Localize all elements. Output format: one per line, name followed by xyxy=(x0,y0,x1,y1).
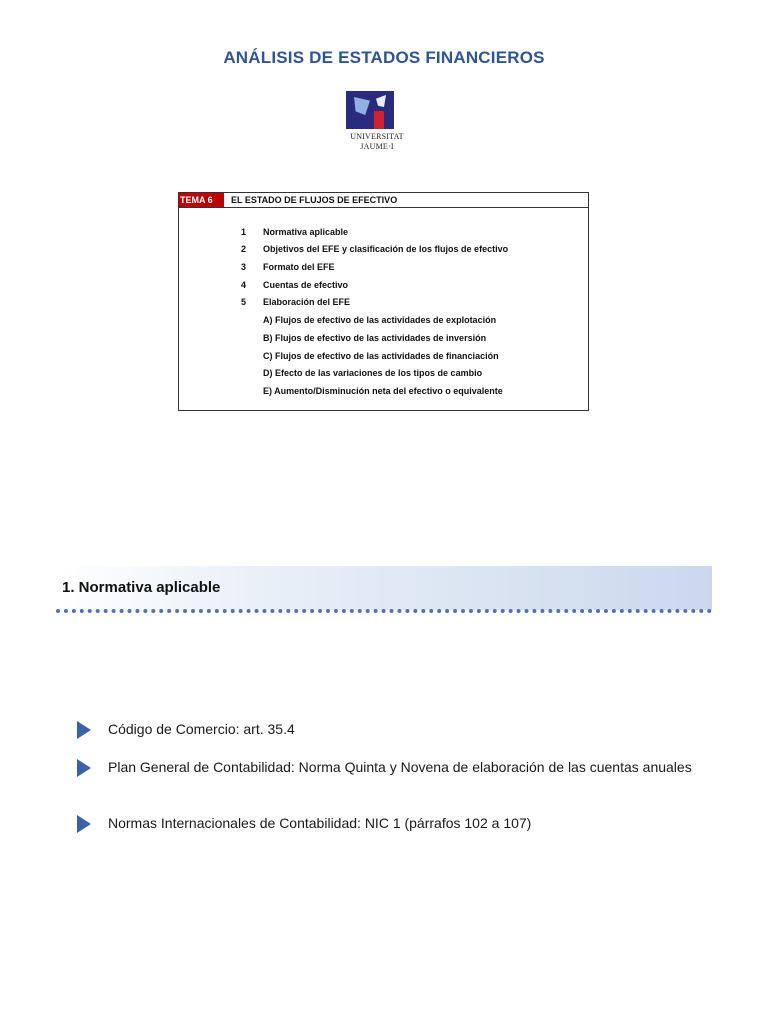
list-item-text: Normas Internacionales de Contabilidad: NIC 1 (párrafos 102 a 107) xyxy=(108,815,532,831)
contents-row-number: 5 xyxy=(241,297,247,307)
contents-row-text: Elaboración del EFE xyxy=(263,297,351,307)
contents-row-text: C) Flujos de efectivo de las actividades de financiación xyxy=(263,351,499,361)
contents-row-number: 2 xyxy=(241,244,247,254)
list-item-text: Plan General de Contabilidad: Norma Quinta y Novena de elaboración de las cuentas anuales xyxy=(108,759,692,775)
document-title: ANÁLISIS DE ESTADOS FINANCIEROS xyxy=(223,48,545,67)
contents-row-text: E) Aumento/Disminución neta del efectivo o equivalente xyxy=(263,386,503,396)
contents-row-text: Objetivos del EFE y clasificación de los flujos de efectivo xyxy=(263,244,509,254)
contents-row-number: 3 xyxy=(241,262,247,272)
contents-row-number: 1 xyxy=(241,227,247,237)
section-header xyxy=(56,566,712,610)
university-logo xyxy=(344,89,407,153)
triangle-bullet-icon xyxy=(77,759,91,777)
section-title: 1. Normativa aplicable xyxy=(62,579,221,596)
contents-row-text: D) Efecto de las variaciones de los tipos de cambio xyxy=(263,368,483,378)
tema-title: EL ESTADO DE FLUJOS DE EFECTIVO xyxy=(231,195,398,205)
triangle-bullet-icon xyxy=(77,721,91,739)
logo-text-line1: UNIVERSITAT xyxy=(350,132,404,141)
contents-header xyxy=(179,193,588,208)
logo-icon xyxy=(346,91,394,129)
contents-row-text: Normativa aplicable xyxy=(263,227,349,237)
triangle-bullet-icon xyxy=(77,815,91,833)
tema-label: TEMA 6 xyxy=(179,193,224,207)
contents-row-text: Formato del EFE xyxy=(263,262,335,272)
logo-text-line2: JAUME·I xyxy=(360,142,394,151)
contents-row-text: B) Flujos de efectivo de las actividades de inversión xyxy=(263,333,487,343)
contents-row-number: 4 xyxy=(241,280,247,290)
contents-table xyxy=(178,192,589,411)
contents-row-text: A) Flujos de efectivo de las actividades de explotación xyxy=(263,315,497,325)
section-divider xyxy=(56,609,712,613)
contents-row-text: Cuentas de efectivo xyxy=(263,280,349,290)
list-item-text: Código de Comercio: art. 35.4 xyxy=(108,721,295,737)
